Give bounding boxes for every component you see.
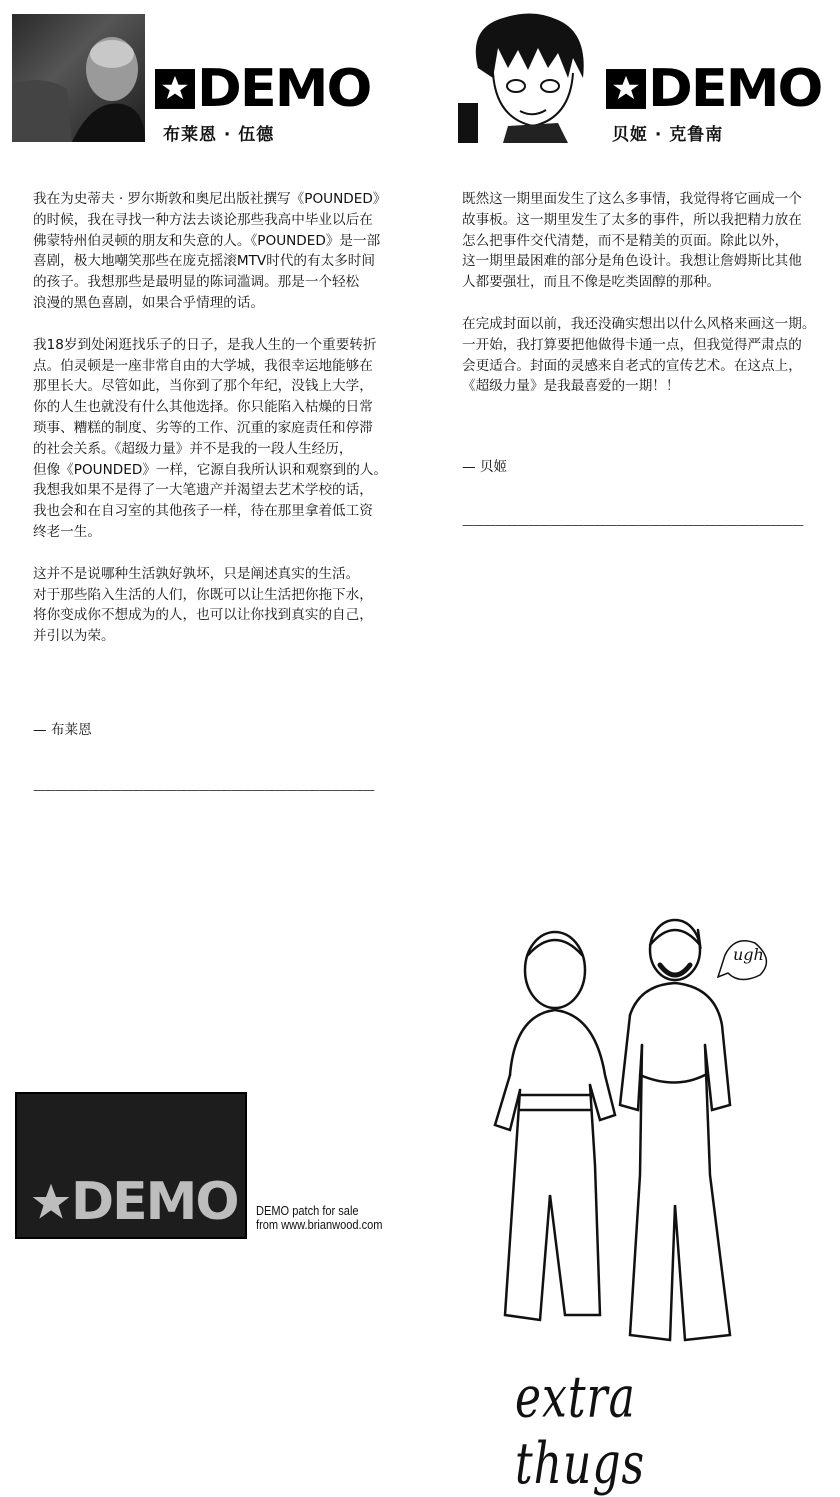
- text-line: 这一期里最困难的部分是角色设计。我想让詹姆斯比其他: [462, 253, 802, 270]
- text-line: 点。伯灵顿是一座非常自由的大学城，我很幸运地能够在: [33, 357, 373, 374]
- text-line: 怎么把事件交代清楚，而不是精美的页面。除此以外，: [462, 232, 789, 249]
- author-photo: [12, 14, 145, 142]
- text-line: 故事板。这一期里发生了太多的事件，所以我把精力放在: [462, 211, 802, 228]
- speech-bubble-text: ugh: [733, 945, 764, 964]
- text-line: 在完成封面以前，我还没确实想出以什么风格来画这一期。: [462, 315, 816, 332]
- patch-logo-text: DEMO: [71, 1172, 238, 1232]
- divider-left: ———————————————————————————————: [33, 783, 374, 797]
- text-line: 浪漫的黑色喜剧，如果合乎情理的话。: [33, 294, 265, 311]
- demo-patch-image: [15, 1092, 247, 1239]
- patch-caption: [256, 1204, 383, 1232]
- text-line: 《超级力量》是我最喜爱的一期！！: [462, 378, 680, 395]
- artist-signature: — 贝姬: [462, 459, 508, 475]
- text-line: 我也会和在自习室的其他孩子一样，待在那里拿着低工资: [33, 503, 373, 520]
- patch-logo: [31, 1172, 238, 1232]
- text-line: 的社会关系。《超级力量》并不是我的一段人生经历，: [33, 440, 353, 457]
- divider-right: ———————————————————————————————: [462, 518, 803, 532]
- text-line: 一开始，我打算要把他做得卡通一点，但我觉得严肃点的: [462, 336, 802, 353]
- paragraph: [33, 335, 387, 543]
- logo-text: DEMO: [197, 58, 371, 119]
- text-line: 你的人生也就没有什么其他选择。你只能陷入枯燥的日常: [33, 399, 373, 416]
- text-line: 那里长大。尽管如此，当你到了那个年纪，没钱上大学，: [33, 378, 373, 395]
- text-line: 的孩子。我想那些是最明显的陈词滥调。那是一个轻松: [33, 274, 360, 291]
- writer-signature: — 布莱恩: [33, 722, 92, 738]
- text-line: 但像《POUNDED》一样，它源自我所认识和观察到的人。: [33, 461, 388, 478]
- caption-line: DEMO patch for sale: [256, 1203, 359, 1218]
- text-line: 这并不是说哪种生活孰好孰坏，只是阐述真实的生活。: [33, 565, 360, 582]
- star-icon: [155, 69, 195, 109]
- text-line: 终老一生。: [33, 523, 101, 540]
- extra-thugs-sketch: [490, 915, 780, 1497]
- author-name-left: 布莱恩 · 伍德: [163, 125, 275, 145]
- text-line: 佛蒙特州伯灵顿的朋友和失意的人。《POUNDED》是一部: [33, 232, 381, 249]
- text-line: 琐事、糟糕的制度、劣等的工作、沉重的家庭责任和停滞: [33, 419, 373, 436]
- caption-line: from www.brianwood.com: [256, 1217, 383, 1232]
- sketch-title: extra thugs: [515, 1364, 646, 1497]
- writer-essay: [33, 189, 387, 668]
- text-line: 我在为史蒂夫 · 罗尔斯敦和奥尼出版社撰写《POUNDED》: [33, 191, 387, 207]
- demo-logo-right: [606, 58, 822, 119]
- paragraph: [462, 314, 815, 397]
- logo-text: DEMO: [648, 58, 822, 119]
- demo-logo-left: [155, 58, 371, 119]
- paragraph: [462, 189, 815, 293]
- paragraph: [33, 189, 387, 314]
- text-line: 的时候，我在寻找一种方法去谈论那些我高中毕业以后在: [33, 211, 373, 228]
- text-line: 并引以为荣。: [33, 628, 115, 645]
- artist-portrait-drawing: [458, 8, 608, 143]
- text-line: 我18岁到处闲逛找乐子的日子，是我人生的一个重要转折: [33, 336, 377, 353]
- star-icon: [31, 1182, 71, 1222]
- text-line: 人都要强壮，而且不像是吃类固醇的那种。: [462, 274, 721, 291]
- text-line: 会更适合。封面的灵感来自老式的宣传艺术。在这点上，: [462, 357, 802, 374]
- text-line: 既然这一期里面发生了这么多事情，我觉得将它画成一个: [462, 191, 802, 207]
- paragraph: [33, 564, 387, 647]
- artist-essay: [462, 189, 815, 418]
- star-icon: [606, 69, 646, 109]
- text-line: 我想我如果不是得了一大笔遗产并渴望去艺术学校的话，: [33, 482, 373, 499]
- text-line: 将你变成你不想成为的人，也可以让你找到真实的自己，: [33, 607, 373, 624]
- text-line: 对于那些陷入生活的人们，你既可以让生活把你拖下水，: [33, 586, 373, 603]
- text-line: 喜剧，极大地嘲笑那些在庞克摇滚MTV时代的有太多时间: [33, 253, 375, 270]
- artist-name-right: 贝姬 · 克鲁南: [612, 125, 724, 145]
